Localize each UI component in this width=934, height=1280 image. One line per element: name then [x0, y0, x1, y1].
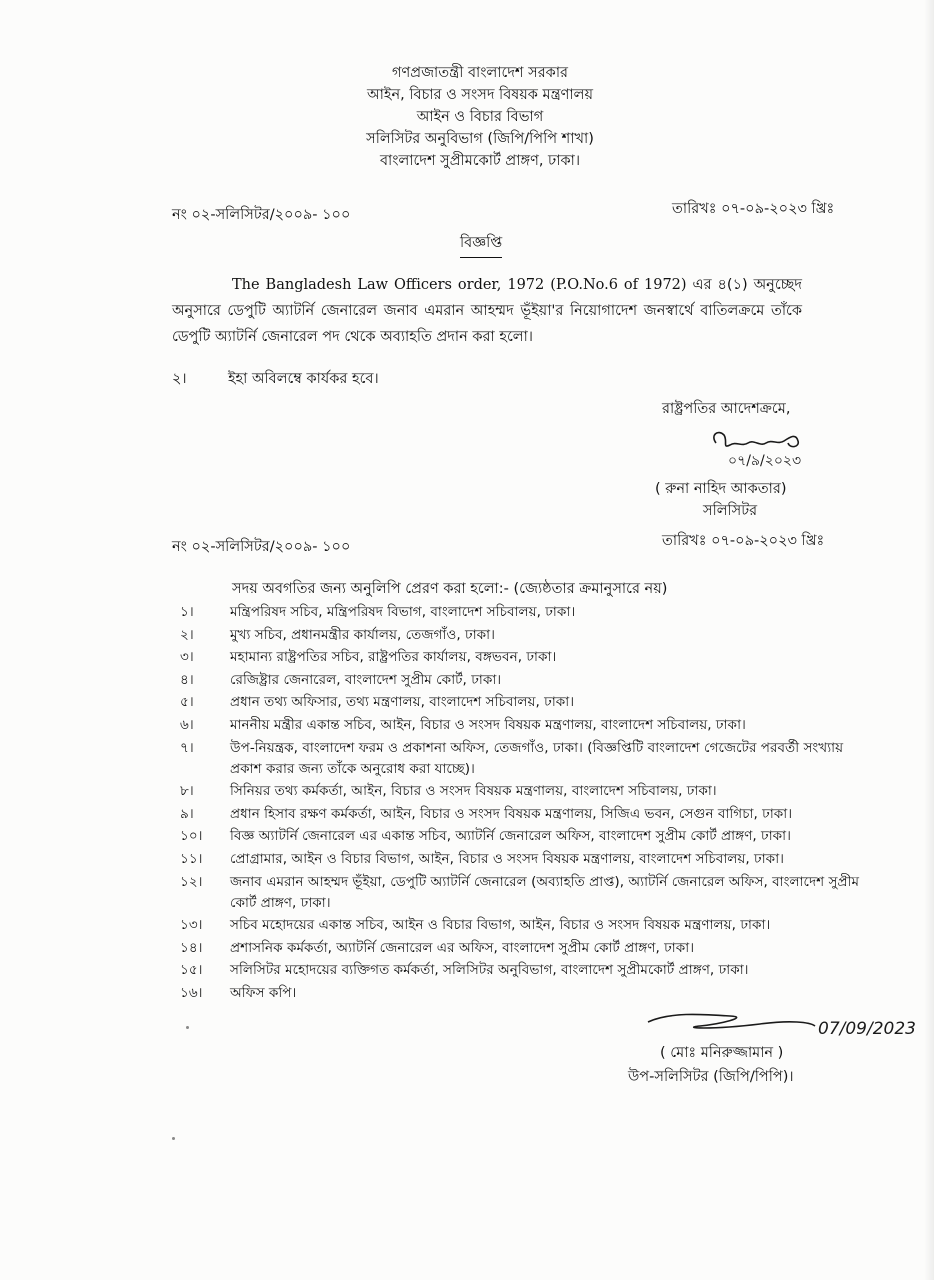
signature-solicitor — [706, 425, 856, 469]
list-item-text: প্রোগ্রামার, আইন ও বিচার বিভাগ, আইন, বিচার ও সংসদ বিষয়ক মন্ত্রণালয়, বাংলাদেশ সচিবালয়, ঢাকা। — [230, 850, 784, 867]
list-item-text: প্রশাসনিক কর্মকর্তা, অ্যাটর্নি জেনারেল এর অফিস, বাংলাদেশ সুপ্রীম কোর্ট প্রাঙ্গণ, ঢাকা। — [230, 939, 695, 956]
list-item — [168, 915, 868, 936]
list-item-text: রেজিষ্ট্রার জেনারেল, বাংলাদেশ সুপ্রীম কোর্ট, ঢাকা। — [230, 671, 502, 688]
list-item-number: ৬। — [180, 716, 194, 733]
list-item — [168, 849, 868, 870]
list-item-number: ১৩। — [180, 917, 203, 934]
deputy-solicitor-name: ( মোঃ মনিরুজ্জামান ) — [660, 1045, 784, 1061]
letterhead-wing: সলিসিটর অনুবিভাগ (জিপি/পিপি শাখা) — [366, 131, 594, 147]
reference-date-2: তারিখঃ ০৭-০৯-২০২৩ খ্রিঃ — [662, 533, 825, 549]
list-item-text: মহামান্য রাষ্ট্রপতির সচিব, রাষ্ট্রপতির কার্যালয়, বঙ্গভবন, ঢাকা। — [230, 649, 557, 666]
copies-intro: সদয় অবগতির জন্য অনুলিপি প্রেরণ করা হলো:- (জ্যেষ্ঠতার ক্রমানুসারে নয়) — [232, 581, 668, 597]
signature-deputy-date: 07/09/2023 — [818, 1019, 916, 1039]
notice-item-2-number: ২। — [172, 371, 187, 387]
list-item-number: ৭। — [180, 739, 194, 756]
signature-deputy-stroke — [648, 1014, 815, 1028]
list-item-text: জনাব এমরান আহম্মদ ভূঁইয়া, ডেপুটি অ্যাটর্নি জেনারেল (অব্যাহতি প্রাপ্ত), অ্যাটর্নি জেনারেল অফিস, বাংলাদেশ সুপ্রীম কোর্ট প্রাঙ্গণ, ঢাকা। — [230, 873, 860, 911]
list-item-number: ১৬। — [180, 984, 203, 1001]
list-item-number: ১১। — [180, 850, 203, 867]
list-item-number: ১২। — [180, 873, 203, 890]
reference-number: নং ০২-সলিসিটর/২০০৯- ১০০ — [172, 207, 351, 223]
notice-paragraph — [172, 272, 802, 350]
list-item-text: বিজ্ঞ অ্যাটর্নি জেনারেল এর একান্ত সচিব, অ্যাটর্নি জেনারেল অফিস, বাংলাদেশ সুপ্রীম কোর্ট প্রাঙ্গণ, ঢাকা। — [230, 828, 791, 845]
list-item-number: ১০। — [180, 828, 203, 845]
list-item-text: প্রধান তথ্য অফিসার, তথ্য মন্ত্রণালয়, বাংলাদেশ সচিবালয়, ঢাকা। — [230, 694, 575, 711]
reference-date: তারিখঃ ০৭-০৯-২০২৩ খ্রিঃ — [672, 201, 835, 217]
letterhead-division: আইন ও বিচার বিভাগ — [416, 109, 544, 125]
list-item-text: সচিব মহোদয়ের একান্ত সচিব, আইন ও বিচার বিভাগ, আইন, বিচার ও সংসদ বিষয়ক মন্ত্রণালয়, ঢাকা। — [230, 917, 771, 934]
list-item-text: মাননীয় মন্ত্রীর একান্ত সচিব, আইন, বিচার ও সংসদ বিষয়ক মন্ত্রণালয়, বাংলাদেশ সচিবালয়, ঢাকা। — [230, 716, 746, 733]
notice-paragraph-bengali: এর ৪(১) অনুচ্ছেদ অনুসারে ডেপুটি অ্যাটর্নি জেনারেল জনাব এমরান আহম্মদ ভূঁইয়া'র নিয়োগাদেশ জনস্বার্থে বাতিলক্রমে তাঁকে ডেপুটি অ্যাটর্নি জেনারেল পদ থেকে অব্যাহতি প্রদান করা হলো। — [172, 277, 802, 345]
list-item-number: ১৫। — [180, 962, 203, 979]
list-item-number: ৪। — [180, 671, 194, 688]
speck — [186, 1026, 189, 1029]
list-item-number: ৮। — [180, 783, 194, 800]
signature-solicitor-date: ০৭/৯/২০২৩ — [728, 453, 802, 469]
list-item-text: উপ-নিয়ন্ত্রক, বাংলাদেশ ফরম ও প্রকাশনা অফিস, তেজগাঁও, ঢাকা। (বিজ্ঞপ্তিটি বাংলাদেশ গেজেটের পরবর্তী সংখ্যায় প্রকাশ করার জন্য তাঁকে অনুরোধ করা যাচ্ছে)। — [230, 739, 844, 777]
list-item — [168, 781, 868, 802]
list-item-text: সলিসিটর মহোদয়ের ব্যক্তিগত কর্মকর্তা, সলিসিটর অনুবিভাগ, বাংলাদেশ সুপ্রীমকোর্ট প্রাঙ্গণ, ঢাকা। — [230, 962, 749, 979]
list-item-number: ৩। — [180, 649, 194, 666]
page-edge-shadow — [924, 0, 934, 1280]
list-item-number: ১৪। — [180, 939, 203, 956]
notice-title: বিজ্ঞপ্তি — [460, 232, 502, 258]
list-item — [168, 983, 868, 1004]
list-item-text: সিনিয়র তথ্য কর্মকর্তা, আইন, বিচার ও সংসদ বিষয়ক মন্ত্রণালয়, বাংলাদেশ সচিবালয়, ঢাকা। — [230, 783, 717, 800]
list-item-number: ৯। — [180, 805, 194, 822]
list-item-text: মুখ্য সচিব, প্রধানমন্ত্রীর কার্যালয়, তেজগাঁও, ঢাকা। — [230, 626, 495, 643]
list-item-number: ৫। — [180, 694, 194, 711]
list-item-text: অফিস কপি। — [230, 984, 297, 1001]
letterhead-ministry: আইন, বিচার ও সংসদ বিষয়ক মন্ত্রণালয় — [366, 87, 593, 103]
list-item-text: প্রধান হিসাব রক্ষণ কর্মকর্তা, আইন, বিচার ও সংসদ বিষয়ক মন্ত্রণালয়, সিজিএ ভবন, সেগুন বাগিচা, ঢাকা। — [230, 805, 793, 822]
list-item — [168, 738, 868, 780]
presidential-order-line: রাষ্ট্রপতির আদেশক্রমে, — [662, 401, 791, 417]
letterhead-government: গণপ্রজাতন্ত্রী বাংলাদেশ সরকার — [391, 65, 568, 81]
list-item — [168, 692, 868, 713]
list-item — [168, 872, 868, 914]
list-item-text: মন্ত্রিপরিষদ সচিব, মন্ত্রিপরিষদ বিভাগ, বাংলাদেশ সচিবালয়, ঢাকা। — [230, 604, 576, 620]
letterhead — [300, 62, 660, 172]
copies-list — [168, 602, 868, 1006]
list-item — [168, 602, 868, 623]
notice-paragraph-latin: The Bangladesh Law Officers order, 1972 (P.O.No.6 of 1972) — [232, 277, 687, 293]
letterhead-address: বাংলাদেশ সুপ্রীমকোর্ট প্রাঙ্গণ, ঢাকা। — [379, 153, 581, 169]
list-item — [168, 804, 868, 825]
list-item — [168, 670, 868, 691]
notice-item-2-text: ইহা অবিলম্বে কার্যকর হবে। — [228, 371, 379, 387]
list-item — [168, 647, 868, 668]
solicitor-name: ( রুনা নাহিদ আকতার) — [655, 481, 787, 497]
notice-item-2 — [172, 368, 379, 392]
list-item-number: ১। — [180, 604, 194, 620]
list-item — [168, 826, 868, 847]
list-item — [168, 960, 868, 981]
list-item — [168, 938, 868, 959]
list-item — [168, 715, 868, 736]
solicitor-title: সলিসিটর — [703, 503, 758, 519]
list-item-number: ২। — [180, 626, 194, 643]
signature-solicitor-stroke — [714, 433, 798, 447]
reference-number-2: নং ০২-সলিসিটর/২০০৯- ১০০ — [172, 539, 351, 555]
speck — [172, 1137, 175, 1140]
deputy-solicitor-title: উপ-সলিসিটর (জিপি/পিপি)। — [628, 1069, 794, 1085]
list-item — [168, 625, 868, 646]
